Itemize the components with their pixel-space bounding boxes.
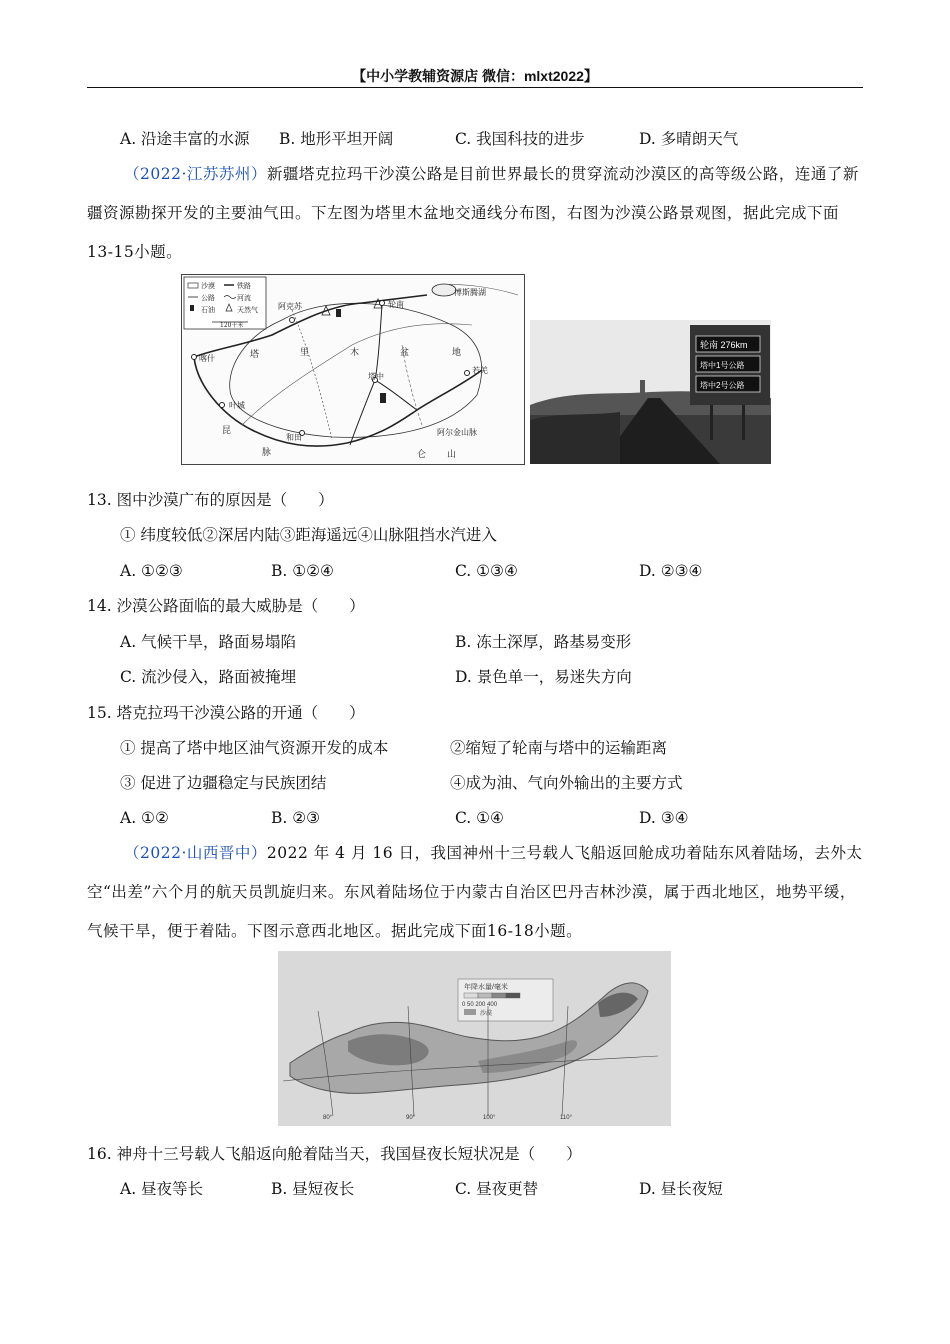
road-photo-svg	[530, 320, 771, 464]
legend-oil: 石油	[201, 306, 215, 314]
q13-option-a: A. ①②③	[120, 562, 183, 580]
q14-stem: 14. 沙漠公路面临的最大威胁是（ ）	[87, 597, 365, 615]
q13-option-c: C. ①③④	[455, 562, 518, 580]
q12-option-b: B. 地形平坦开阔	[279, 130, 394, 148]
q15-stem: 15. 塔克拉玛干沙漠公路的开通（ ）	[87, 704, 365, 722]
basin-char-1: 塔	[250, 350, 260, 360]
legend-railway: 铁路	[237, 282, 251, 290]
q15-option-c: C. ①④	[455, 809, 504, 827]
kunlun-char-1: 昆	[222, 426, 232, 436]
basin-char-2: 里	[300, 348, 310, 358]
kunlun-char-2: 仑	[417, 450, 427, 460]
place-bosten-lake: 博斯腾湖	[454, 288, 486, 297]
legend-scale: 120千米	[220, 322, 244, 329]
lon-100: 100°	[483, 1115, 496, 1121]
sign-line-3: 塔中2号公路	[700, 381, 745, 390]
q16-option-a: A. 昼夜等长	[120, 1180, 204, 1198]
basin-char-4: 盆	[400, 348, 410, 358]
lon-110: 110°	[560, 1115, 572, 1121]
place-lunnan: 轮南	[388, 300, 404, 309]
legend-desert: 沙漠	[201, 282, 215, 290]
page-header: 【中小学教辅资源店 微信：mlxt2022】	[352, 68, 598, 84]
q12-option-d: D. 多晴朗天气	[639, 130, 739, 148]
desert-road-photo	[530, 320, 771, 464]
q14-option-a: A. 气候干旱，路面易塌陷	[120, 633, 297, 651]
northwest-map	[278, 951, 671, 1126]
passage-2	[87, 834, 863, 951]
passage-1	[87, 155, 863, 272]
passage-1-source: （2022·江苏苏州）	[124, 165, 267, 183]
place-hotan: 和田	[286, 433, 302, 442]
lon-80: 80°	[323, 1115, 333, 1121]
legend-road: 公路	[201, 294, 215, 302]
place-kashgar: 喀什	[199, 354, 215, 363]
q16-option-b: B. 昼短夜长	[271, 1180, 355, 1198]
place-altun: 阿尔金山脉	[437, 428, 477, 437]
q13-stem: 13. 图中沙漠广布的原因是（ ）	[87, 491, 334, 509]
sign-line-1: 轮南 276km	[700, 340, 748, 350]
northwest-map-svg	[278, 951, 671, 1126]
q16-stem: 16. 神舟十三号载人飞船返向舱着陆当天，我国昼夜长短状况是（ ）	[87, 1145, 582, 1163]
q15-option-a: A. ①②	[120, 809, 169, 827]
q15-statement-1: ① 提高了塔中地区油气资源开发的成本	[120, 739, 389, 757]
passage-2-source: （2022·山西晋中）	[124, 844, 267, 862]
legend-gas: 天然气	[237, 306, 258, 314]
map2-legend-title: 年降水量/毫米	[464, 984, 508, 991]
kunlun-char-4: 脉	[262, 448, 272, 458]
tarim-map-svg	[182, 275, 524, 464]
map2-legend-desert: 沙漠	[480, 1011, 493, 1017]
place-tazhong: 塔中	[368, 372, 384, 381]
basin-char-3: 木	[350, 348, 360, 358]
passage-1-text: 新疆塔克拉玛干沙漠公路是目前世界最长的贯穿流动沙漠区的高等级公路，连通了新疆资源勘探开发的主要油气田。下左图为塔里木盆地交通线分布图，右图为沙漠公路景观图，据此完成下面13-15小题。	[87, 165, 859, 261]
q12-option-c: C. 我国科技的进步	[455, 130, 585, 148]
place-aksu: 阿克苏	[278, 302, 302, 311]
map2-legend-values: 0 50 200 400	[462, 1002, 498, 1008]
kunlun-char-3: 山	[447, 450, 457, 460]
q12-option-a: A. 沿途丰富的水源	[120, 130, 250, 148]
passage-2-text: 2022 年 4 月 16 日，我国神州十三号载人飞船返回舱成功着陆东风着陆场，去外太空“出差”六个月的航天员凯旋归来。东风着陆场位于内蒙古自治区巴丹吉林沙漠，属于西北地区，地势平缓，气候干旱，便于着陆。下图示意西北地区。据此完成下面16-18小题。	[87, 844, 863, 940]
q15-statement-3: ③ 促进了边疆稳定与民族团结	[120, 774, 327, 792]
place-ruoqiang: 若羌	[472, 366, 488, 375]
q15-statement-4: ④成为油、气向外输出的主要方式	[450, 774, 683, 792]
header-rule	[87, 87, 863, 88]
lon-90: 90°	[406, 1115, 416, 1121]
q15-option-b: B. ②③	[271, 809, 321, 827]
q16-option-d: D. 昼长夜短	[639, 1180, 723, 1198]
q13-option-b: B. ①②④	[271, 562, 334, 580]
q13-statements: ① 纬度较低②深居内陆③距海遥远④山脉阻挡水汽进入	[120, 526, 497, 544]
q15-option-d: D. ③④	[639, 809, 689, 827]
q16-option-c: C. 昼夜更替	[455, 1180, 539, 1198]
q14-option-b: B. 冻土深厚，路基易变形	[455, 633, 632, 651]
sign-line-2: 塔中1号公路	[700, 361, 745, 370]
legend-river: 河流	[237, 294, 251, 302]
q14-option-d: D. 景色单一，易迷失方向	[455, 668, 632, 686]
q13-option-d: D. ②③④	[639, 562, 703, 580]
q14-option-c: C. 流沙侵入，路面被掩埋	[120, 668, 297, 686]
basin-char-5: 地	[452, 348, 462, 358]
tarim-basin-map	[181, 274, 525, 465]
q15-statement-2: ②缩短了轮南与塔中的运输距离	[450, 739, 668, 757]
place-yecheng: 叶城	[229, 401, 245, 410]
